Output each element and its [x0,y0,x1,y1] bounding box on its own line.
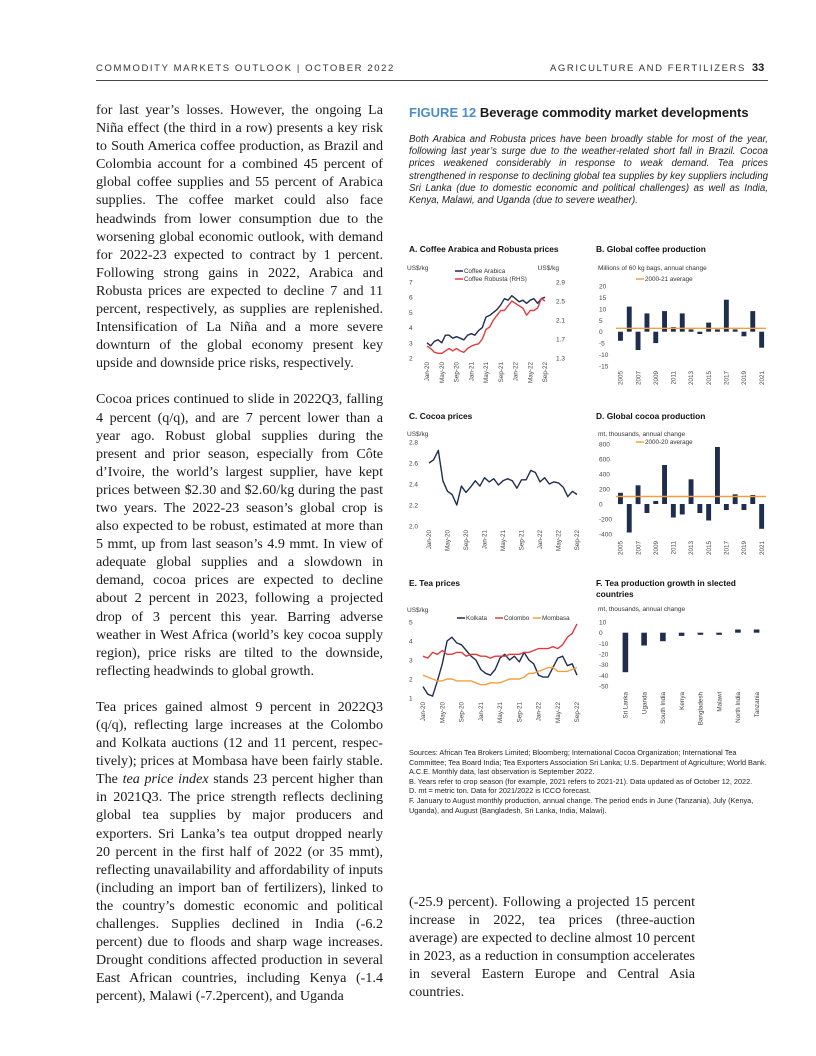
x-tick-label: May-22 [527,362,535,383]
bar-2014 [697,504,702,513]
paragraph-tea-part2: stands 23 percent higher than in 2021Q3. The price strength reflects declining global tea supplies by major producers and exporters. Sri Lanka’s tea output dropped nearly 20 percent in the first half of 2022 (or 35 mmt), reflecting unavailability and affordability of inputs (including an import ban of fertilizers), linked to the country’s domestic economic and political challenges. Supplies declined in India (-6.2 percent) due to floods and sharp wage increases. Drought conditions affected production in several East African countries, including Kenya (-1.4 percent), Malawi (-7.2percent), and Uganda [96,771,383,1005]
x-tick-label: Jan-20 [426,530,433,550]
x-tick-label: 2019 [741,541,749,556]
chart-c-cocoa-prices [405,426,585,568]
y-tick-label: 1 [409,695,413,703]
x-tick-label: Sep-21 [516,702,524,723]
y-tick-label: 2.0 [409,523,419,531]
bar-south-india [660,633,666,642]
y-tick-label: 2.6 [409,460,419,468]
x-tick-label: Jan-21 [468,362,476,382]
y-tick-label: 5 [409,309,413,317]
legend-label: Coffee Robusta (RHS) [464,276,527,283]
y-axis-unit: Millions of 60 kg bags, annual change [598,265,707,272]
tea-price-index-term: tea price index [122,771,209,788]
x-tick-label: 2009 [652,371,660,386]
y-tick-label: 2.4 [409,481,419,489]
panel-c-title: C. Cocoa prices [409,411,473,421]
bar-2013 [689,329,694,331]
x-tick-label: Sep-22 [574,530,581,551]
bar-2012 [680,504,685,515]
x-tick-label: Bangladesh [697,692,705,726]
panel-b-title: B. Global coffee production [596,244,706,254]
y-tick-label: 5 [599,317,603,325]
x-tick-label: 2015 [705,541,713,556]
legend-label: Coffee Arabica [464,268,506,275]
y-tick-label: 20 [599,283,607,291]
x-tick-label: Sep-20 [458,702,466,723]
chart-e-tea-prices [405,604,585,734]
bar-bangladesh [698,633,704,635]
y-tick-label: 10 [599,619,607,627]
bar-2018 [733,329,738,331]
x-tick-label: Jan-20 [424,362,431,382]
y-tick-label: -400 [599,531,613,539]
series-line-coffee-robusta-rhs- [427,299,545,354]
bar-north-india [735,630,741,633]
bar-2008 [645,504,650,513]
running-header-right: AGRICULTURE AND FERTILIZERS [550,63,746,74]
y-tick-label: 800 [599,441,610,449]
panel-a-title: A. Coffee Arabica and Robusta prices [409,244,559,254]
y-tick-label: 10 [599,306,607,314]
chart-b-coffee-production [594,258,774,398]
bar-uganda [641,633,647,646]
x-tick-label: Jan-21 [477,702,485,722]
bar-malawi [716,633,722,635]
y-right-tick-label: 2.5 [555,298,565,306]
series-line-cocoa [429,450,577,505]
bar-2015 [706,323,711,332]
right-column-text [409,893,695,1020]
x-tick-label: 2005 [617,371,625,386]
legend-label: 2000-21 average [645,276,693,283]
bar-2018 [733,494,738,504]
bar-2017 [724,300,729,332]
note-f: F. January to August monthly production, annual change. The period ends in June (Tanzania), July (Kenya, Uganda), and August (Bangladesh, Sri Lanka, India, Malawi). [409,795,754,815]
y-tick-label: -40 [599,672,609,680]
x-tick-label: South India [660,692,668,724]
y-tick-label: -15 [599,363,609,371]
panel-d-title: D. Global cocoa production [596,411,706,421]
bar-2014 [697,332,702,334]
x-tick-label: 2011 [670,541,678,555]
paragraph-tea-part1: Tea prices gained almost 9 percent in 2022Q3 (q/q), reflecting large increases at the Colombo and Kolkata auctions (12 and 11 percent, respectively); prices at Mombasa have been fairly stable. The [96,698,383,788]
page-number: 33 [752,62,765,74]
figure-title-text: Beverage commodity market developments [479,105,749,120]
y-tick-label: 600 [599,456,610,464]
x-tick-label: May-21 [483,362,490,383]
y-tick-label: 0 [599,630,603,638]
y-right-tick-label: 1.3 [555,355,565,363]
y-tick-label: 0 [599,501,603,509]
x-tick-label: Sep-22 [542,362,549,383]
chart-f-tea-production [594,604,774,734]
x-tick-label: May-20 [444,530,452,551]
series-line-colombo [423,624,577,658]
x-tick-label: 2015 [705,371,713,386]
y-axis-unit: mt, thousands, annual change [598,431,686,438]
running-header-left: COMMODITY MARKETS OUTLOOK | OCTOBER 2022 [96,63,395,74]
panel-e-title: E. Tea prices [409,578,461,588]
y-tick-label: -50 [599,683,609,691]
bar-2005 [618,332,623,341]
y-right-tick-label: 1.7 [555,336,565,344]
paragraph-cocoa: Cocoa prices continued to slide in 2022Q3, falling 4 percent (q/q), and are 7 percent lower than a year ago. Robust global supplies during the present and prior season, especially from Côte d’Ivoire, the world’s largest supplier, have kept prices between $2.30 and $2.60/kg during the past two years. The 2022-23 season’s global crop is also expected to be robust, estimated at more than 5 mmt, up from last season’s 4.9 mmt. In view of adequate global supplies and a slowdown in demand, cocoa prices are expected to decline about 2 percent in 2023, following a projected drop of 3 percent this year. Barring adverse weather in West Africa (world’s key cocoa supply region), price risks are tilted to the downside, reflecting headwinds to global growth. [96,391,383,679]
y-right-tick-label: 2.9 [555,279,565,287]
legend-label: Kolkata [466,615,488,622]
y-tick-label: 400 [599,471,610,479]
x-tick-label: 2005 [617,541,625,556]
y-tick-label: 6 [409,294,413,302]
bar-2021 [759,332,764,348]
x-tick-label: Jan-20 [420,702,427,722]
x-tick-label: Sep-22 [574,702,581,723]
y-tick-label: 2.2 [409,502,419,510]
bar-2016 [715,447,720,504]
series-line-kolkata [423,637,577,696]
paragraph-coffee: for last year’s losses. However, the ongoing La Niña effect (the third in a row) presents a key risk to South America coffee production, as Brazil and Colombia account for a combined 45 percent of global coffee supplies and 55 percent of Arabica supplies. The coffee market could also face headwinds from lower consumption due to the worsening global economic outlook, with demand for 2022-23 expected to contract by 1 percent. Following strong gains in 2022, Arabica and Robusta prices are expected to decline 7 and 11 percent, respectively, as supplies are replenished. Intensification of La Niña and a more severe downturn of the global economy present key upside and downside price risks, respectively. [96,102,383,372]
x-tick-label: 2013 [688,541,696,556]
x-tick-label: Sep-20 [463,530,470,551]
x-tick-label: Sep-21 [497,362,505,383]
bar-2016 [715,329,720,331]
x-tick-label: Jan-22 [512,362,520,382]
x-tick-label: 2007 [635,371,643,386]
bar-tanzania [754,630,760,633]
y-tick-label: 4 [409,325,413,333]
bar-2011 [671,504,676,518]
bar-2007 [636,485,641,504]
y-axis-unit: US$/kg [407,431,429,438]
chart-d-cocoa-production [594,426,774,568]
y-tick-label: 5 [409,619,413,627]
series-line-mombasa [423,668,577,685]
y-axis-unit: US$/kg [407,607,429,614]
x-tick-label: 2011 [670,371,678,385]
x-tick-label: Kenya [678,692,686,710]
bar-2017 [724,504,729,510]
x-tick-label: Malawi [716,692,724,712]
y-tick-label: 3 [409,657,413,665]
bar-kenya [679,633,685,636]
y-right-tick-label: 2.1 [555,317,565,325]
bar-2007 [636,332,641,350]
x-tick-label: May-21 [497,702,504,723]
x-tick-label: 2021 [758,541,766,556]
figure-sources [409,748,769,815]
y-tick-label: 0 [599,329,603,337]
legend-label: Mombasa [542,615,570,622]
note-d: D. mt = metric ton. Data for 2021/2022 is ICCO forecast. [409,786,591,796]
figure-description: Both Arabica and Robusta prices have been broadly stable for most of the year, following last year’s surge due to the weather-related short fall in Brazil. Cocoa prices weakened considerably in response to weak demand. Tea prices strengthened in response to declining global tea supplies by key suppliers including Sri Lanka (due to domestic economic and political challenges) as well as India, Kenya, Malawi, and Uganda (due to severe weather). [409,134,768,207]
x-tick-label: 2013 [688,371,696,386]
y-axis-unit: mt, thousands, annual change [598,606,686,613]
panel-f-title: F. Tea production growth in slected countries [596,578,736,599]
x-tick-label: May-20 [438,362,446,383]
bar-2006 [627,504,632,533]
y-tick-label: -10 [599,352,609,360]
series-line-coffee-arabica [427,296,545,346]
bar-2009 [653,501,658,504]
bar-2019 [742,332,747,337]
y-axis-unit: US$/kg [407,265,429,272]
x-tick-label: Jan-22 [537,530,544,550]
y-tick-label: 7 [409,279,413,287]
y-tick-label: 2 [409,355,413,363]
y-tick-label: -200 [599,516,613,524]
bar-2005 [618,493,623,504]
x-tick-label: May-22 [554,702,562,723]
note-b: B. Years refer to crop season (for example, 2021 refers to 2021-21). Data updated as of October 12, 2022. [409,776,753,786]
bar-sri-lanka [623,633,629,673]
x-tick-label: Sri Lanka [622,692,630,719]
y-tick-label: 3 [409,340,413,348]
x-tick-label: Sep-21 [518,530,526,551]
y-axis-right-unit: US$/kg [537,265,559,272]
x-tick-label: May-21 [500,530,507,551]
x-tick-label: Sep-20 [453,362,461,383]
header-rule [96,80,768,81]
bar-2010 [662,465,667,504]
y-tick-label: -5 [599,340,605,348]
x-tick-label: 2017 [723,371,731,386]
bar-2015 [706,504,711,521]
y-tick-label: -10 [599,640,609,648]
bar-2009 [653,332,658,343]
x-tick-label: North India [735,692,743,723]
x-tick-label: 2017 [723,541,731,556]
bar-2019 [742,504,747,510]
legend-label: 2000-20 average [645,439,693,446]
y-tick-label: 15 [599,294,607,302]
figure-title [409,105,749,120]
x-tick-label: May-20 [439,702,447,723]
paragraph-tea [96,698,383,1006]
bar-2013 [689,479,694,504]
y-tick-label: 4 [409,638,413,646]
y-tick-label: -30 [599,662,609,670]
figure-label: FIGURE 12 [409,105,477,120]
x-tick-label: 2009 [652,541,660,556]
note-ace: A.C.E. Monthly data, last observation is September 2022. [409,767,595,777]
bar-2021 [759,504,764,529]
chart-a-coffee-prices [405,258,585,398]
x-tick-label: 2019 [741,371,749,386]
x-tick-label: 2007 [635,541,643,556]
y-tick-label: 200 [599,486,610,494]
legend-label: Colombo [504,615,530,622]
x-tick-label: 2021 [758,371,766,386]
x-tick-label: Uganda [641,692,649,715]
left-column [96,101,383,1024]
y-tick-label: -20 [599,651,609,659]
y-tick-label: 2.8 [409,439,419,447]
y-tick-label: 2 [409,676,413,684]
x-tick-label: Tanzania [753,692,761,718]
sources-line: Sources: African Tea Brokers Limited; Bloomberg; International Cocoa Organization; International Tea Committee; Tea Board India; Tea Exporters Association Sri Lanka; U.S. Department of Agriculture; World Bank. [409,748,767,767]
x-tick-label: Jan-21 [481,530,489,550]
x-tick-label: Jan-22 [535,702,543,722]
x-tick-label: May-22 [555,530,563,551]
paragraph-tea-continued: (-25.9 percent). Following a projected 15 percent increase in 2022, tea prices (three-auction average) are expected to decline almost 10 percent in 2023, as a reduction in consumption accelerates in several Eastern Europe and Central Asia countries. [409,894,695,1001]
